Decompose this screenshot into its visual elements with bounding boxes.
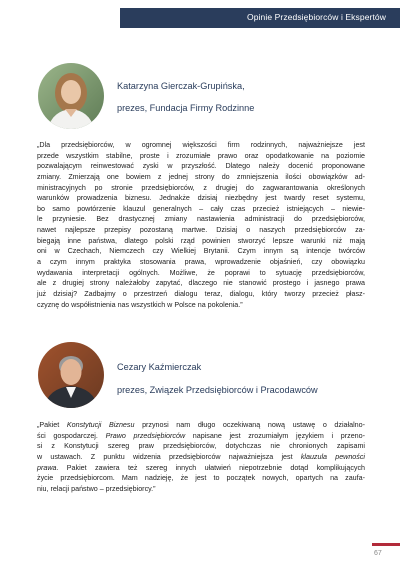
quote-line: biegają inne państwa, dlatego polski rząd powinien stworzyć lepsze warunki niż mają: [37, 236, 365, 245]
quote-line: życie przedsiębiorcom. Mam nadzieję, że jest to początek nowych, opartych na zaufa-: [37, 474, 365, 483]
quote-line: le przyniesie. Bez drastycznej zmiany nastawienia administracji do przedsiębiorców,: [37, 215, 365, 224]
quote-line: nawet najlepsze przepisy pozostaną martwe. Dzisiaj o naszych przedsiębiorców za-: [37, 226, 365, 235]
quote-line: ści gospodarczej. Prawo przedsiębiorców napisane jest zrozumiałym językiem i przeno-: [37, 431, 365, 440]
quote-line: pozwalającym reinwestować zyski w przyszłość. Dlatego należy docenić proponowane: [37, 162, 365, 171]
section-header-bar: [120, 8, 400, 28]
quote-line: czyznę do współistnienia nas wszystkich w Polsce na pokolenia.”: [37, 300, 243, 309]
quote-line: prawa. Pakiet zawiera też szereg innych ułatwień niepotrzebnie dotąd komplikujących: [37, 463, 365, 472]
expert-name-2: Cezary Kaźmierczak: [117, 362, 202, 372]
section-title: Opinie Przedsiębiorców i Ekspertów: [247, 12, 386, 22]
expert-photo-2: [38, 342, 104, 408]
expert-role-1: prezes, Fundacja Firmy Rodzinne: [117, 103, 255, 113]
quote-line: w ustawach. Z punktu widzenia przedsiębiorców najważniejsza jest klauzula pewności: [37, 452, 365, 461]
footer-accent-bar: [372, 543, 400, 546]
portrait-man-icon: [38, 342, 104, 408]
quote-line: „Dla przedsiębiorców, w ogromnej większości firm rodzinnych, najważniejsze jest: [37, 141, 365, 149]
expert-name-1: Katarzyna Gierczak-Grupińska,: [117, 81, 245, 91]
quote-line: przede wszystkim stabilne, proste i zrozumiałe prawo oraz opodatkowanie na poziomie: [37, 151, 365, 160]
expert-photo-1: [38, 63, 104, 129]
expert-quote-1: [37, 140, 365, 310]
quote-line: oni w Czechach, Niemczech czy Wielkiej Brytanii. Czym innym są intencje twórców: [37, 247, 365, 256]
quote-line: warunków prowadzenia biznesu. Jednakże dzisiaj niezbędny jest twardy reset systemu,: [37, 194, 365, 203]
quote-line: si z Konstytucji szereg praw przedsiębiorców, dotychczas nie chronionych zapisami: [37, 442, 365, 451]
quote-line: bo samo powtórzenie klauzul generalnych – cały czas przecież istniejących – niewie-: [37, 204, 365, 213]
quote-line: a czym innym praktyka stosowania prawa, wprowadzenie objaśnień, czy obowiązku: [37, 258, 365, 267]
expert-role-2: prezes, Związek Przedsiębiorców i Pracodawców: [117, 385, 318, 395]
portrait-woman-icon: [38, 63, 104, 129]
quote-line: niu, relacji państwo – przedsiębiorcy.”: [37, 484, 156, 493]
quote-line: wydawania interpretacji ogólnych. Możliwe, że poprawi to sytuację przedsiębiorców,: [37, 268, 365, 277]
quote-line: „Pakiet Konstytucji Biznesu przynosi nam długo oczekiwaną nową ustawę o działalno-: [37, 421, 365, 429]
expert-quote-2: [37, 420, 365, 494]
quote-line: zmiany. Zmierzają one bowiem z jednej strony do zmniejszenia ilości obowiązków ad-: [37, 172, 365, 181]
quote-line: ale z drugiej strony należałoby zapytać, dlaczego nie stanowić prostego i jasnego prawa: [37, 279, 365, 288]
quote-line: ministracyjnych po stronie przedsiębiorców, z drugiej do zagwarantowania określonych: [37, 183, 365, 192]
quote-line: już dzisiaj? Zadbajmy o przestrzeń dialogu teraz, dialogu, który tworzy przecież płasz-: [37, 289, 365, 298]
page-number: 67: [374, 550, 382, 557]
